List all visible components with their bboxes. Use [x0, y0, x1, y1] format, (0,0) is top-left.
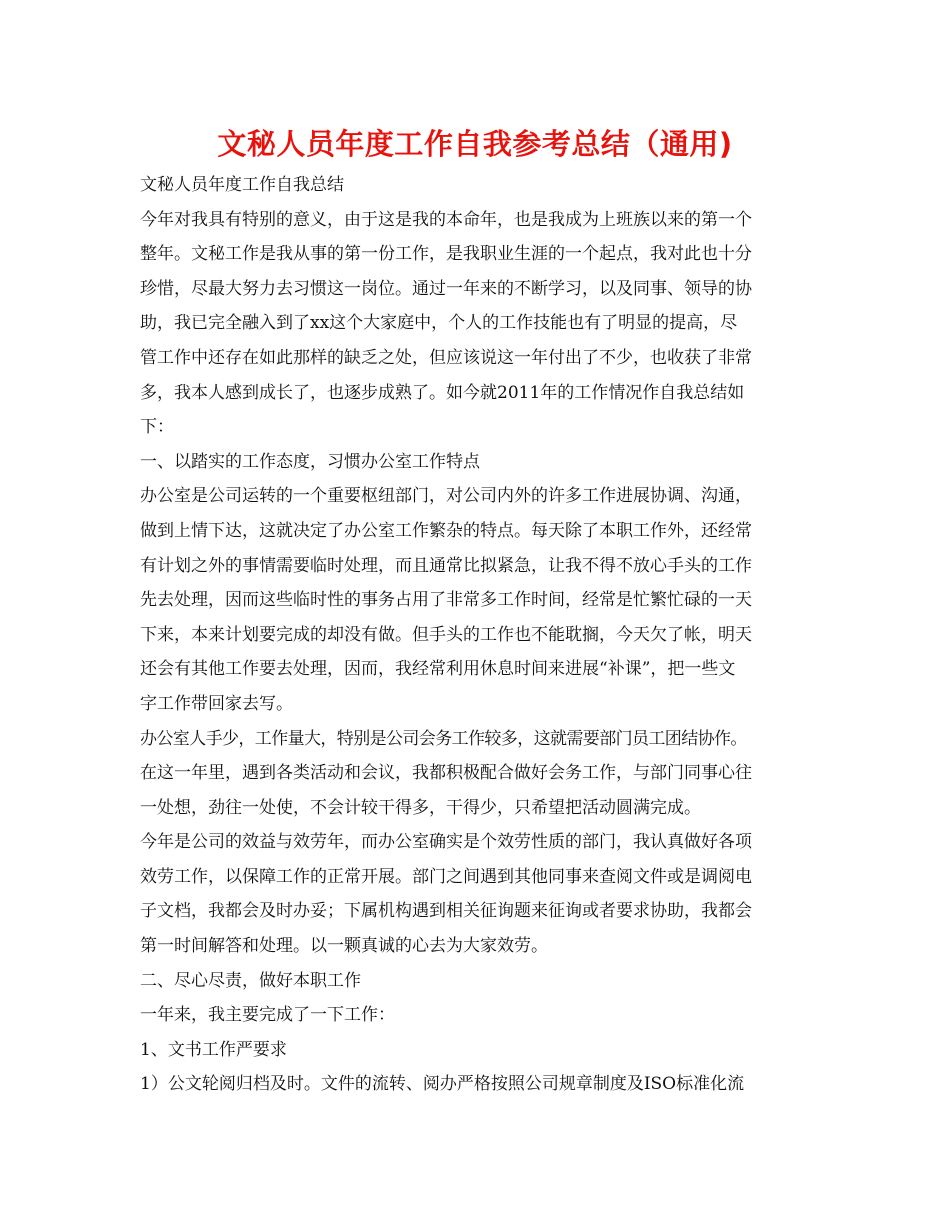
document-body — [140, 168, 830, 1102]
body-line: 1）公文轮阅归档及时。文件的流转、阅办严格按照公司规章制度及ISO标准化流 — [140, 1074, 745, 1095]
body-line: 字工作带回家去写。 — [140, 693, 293, 714]
body-line: 文秘人员年度工作自我总结 — [140, 175, 344, 195]
document-title: 文秘人员年度工作自我参考总结（通用) — [217, 127, 733, 161]
section-heading: 一、以踏实的工作态度，习惯办公室工作特点 — [140, 451, 480, 472]
body-line: 办公室是公司运转的一个重要枢纽部门，对公司内外的许多工作进展协调、沟通， — [140, 486, 752, 507]
body-line: 今年是公司的效益与效劳年，而办公室确实是个效劳性质的部门，我认真做好各项 — [140, 832, 752, 853]
body-line: 管工作中还存在如此那样的缺乏之处，但应该说这一年付出了不少，也收获了非常 — [140, 347, 752, 368]
body-line: 第一时间解答和处理。以一颗真诚的心去为大家效劳。 — [140, 936, 548, 957]
body-line: 有计划之外的事情需要临时处理，而且通常比拟紧急，让我不得不放心手头的工作 — [140, 555, 752, 576]
subsection-heading: 1、文书工作严要求 — [140, 1039, 287, 1060]
body-line: 今年对我具有特别的意义，由于这是我的本命年，也是我成为上班族以来的第一个 — [140, 209, 752, 230]
body-line: 珍惜，尽最大努力去习惯这一岗位。通过一年来的不断学习，以及同事、领导的协 — [140, 278, 752, 299]
body-line: 先去处理，因而这些临时性的事务占用了非常多工作时间，经常是忙繁忙碌的一天 — [140, 590, 752, 611]
body-line: 助，我已完全融入到了xx这个大家庭中，个人的工作技能也有了明显的提高，尽 — [140, 313, 738, 334]
body-line: 多，我本人感到成长了，也逐步成熟了。如今就2011年的工作情况作自我总结如 — [140, 382, 745, 403]
body-line: 下： — [140, 417, 174, 438]
body-line: 子文档，我都会及时办妥；下属机构遇到相关征询题来征询或者要求协助，我都会 — [140, 901, 752, 922]
body-line: 一处想，劲往一处使，不会计较干得多，干得少，只希望把活动圆满完成。 — [140, 797, 701, 818]
body-line: 效劳工作，以保障工作的正常开展。部门之间遇到其他同事来查阅文件或是调阅电 — [140, 866, 752, 887]
body-line: 办公室人手少，工作量大，特别是公司会务工作较多，这就需要部门员工团结协作。 — [140, 728, 747, 749]
body-line: 一年来，我主要完成了一下工作： — [140, 1005, 395, 1026]
body-line: 在这一年里，遇到各类活动和会议，我都积极配合做好会务工作，与部门同事心往 — [140, 763, 752, 784]
body-line: 下来，本来计划要完成的却没有做。但手头的工作也不能耽搁，今天欠了帐，明天 — [140, 624, 752, 645]
section-heading: 二、尽心尽责，做好本职工作 — [140, 970, 361, 991]
body-line: 还会有其他工作要去处理，因而，我经常利用休息时间来进展“补课”，把一些文 — [140, 659, 736, 680]
body-line: 整年。文秘工作是我从事的第一份工作，是我职业生涯的一个起点，我对此也十分 — [140, 244, 752, 265]
body-line: 做到上情下达，这就决定了办公室工作繁杂的特点。每天除了本职工作外，还经常 — [140, 520, 752, 541]
